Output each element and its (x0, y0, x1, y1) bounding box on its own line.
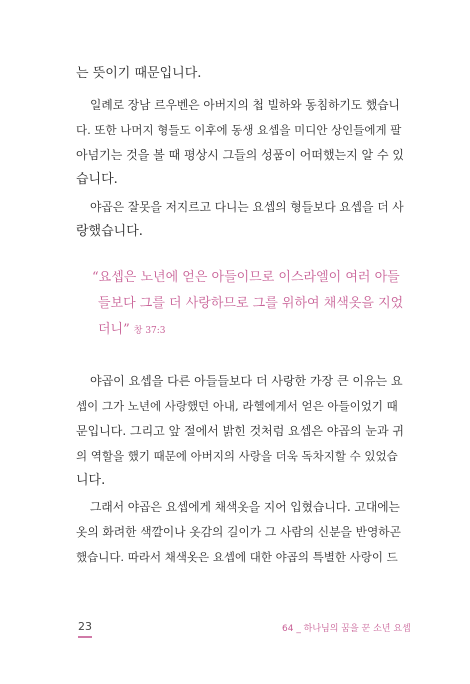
text-line: 아넘기는 것을 볼 때 평상시 그들의 성품이 어떠했는지 알 수 있 (76, 148, 404, 162)
quote-line: “요셉은 노년에 얻은 아들이므로 이스라엘이 여러 아들 (92, 270, 400, 285)
text-line: 니다. (76, 473, 106, 488)
quote-line: 들보다 그를 더 사랑하므로 그를 위하여 채색옷을 지었 (98, 296, 404, 311)
text-line: 문입니다. 그리고 앞 절에서 밝힌 것처럼 요셉은 야곱의 눈과 귀 (76, 424, 404, 438)
text-line: 그래서 야곱은 요셉에게 채색옷을 지어 입혔습니다. 고대에는 (90, 500, 400, 514)
text-line: 랑했습니다. (76, 224, 143, 239)
text-line: 는 뜻이기 때문입니다. (76, 66, 202, 81)
running-title: 64 _ 하나님의 꿈을 꾼 소년 요셉 (282, 624, 411, 634)
quote-citation: 창 37:3 (133, 326, 166, 336)
page-number-underline (78, 636, 92, 638)
text-line: 셉이 그가 노년에 사랑했던 아내, 라헬에게서 얻은 아들이었기 때 (76, 399, 398, 413)
text-line: 야곱은 잘못을 저지르고 다니는 요셉의 형들보다 요셉을 더 사 (90, 200, 404, 214)
text-line: 습니다. (76, 172, 118, 187)
quote-line-text: 더니” (98, 322, 130, 337)
page-number: 23 (78, 620, 92, 633)
quote-line (98, 322, 166, 339)
text-line: 의 역할을 했기 때문에 아버지의 사랑을 더욱 독차지할 수 있었습 (76, 449, 398, 463)
text-line: 야곱이 요셉을 다른 아들들보다 더 사랑한 가장 큰 이유는 요 (90, 374, 403, 388)
text-line: 했습니다. 따라서 채색옷은 요셉에 대한 야곱의 특별한 사랑이 드 (76, 550, 398, 564)
text-line: 다. 또한 나머지 형들도 이후에 동생 요셉을 미디안 상인들에게 팔 (76, 123, 402, 137)
text-line: 일례로 장남 르우벤은 아버지의 첩 빌하와 동침하기도 했습니 (90, 98, 400, 112)
text-line: 옷의 화려한 색깔이나 옷감의 길이가 그 사람의 신분을 반영하곤 (76, 525, 401, 539)
